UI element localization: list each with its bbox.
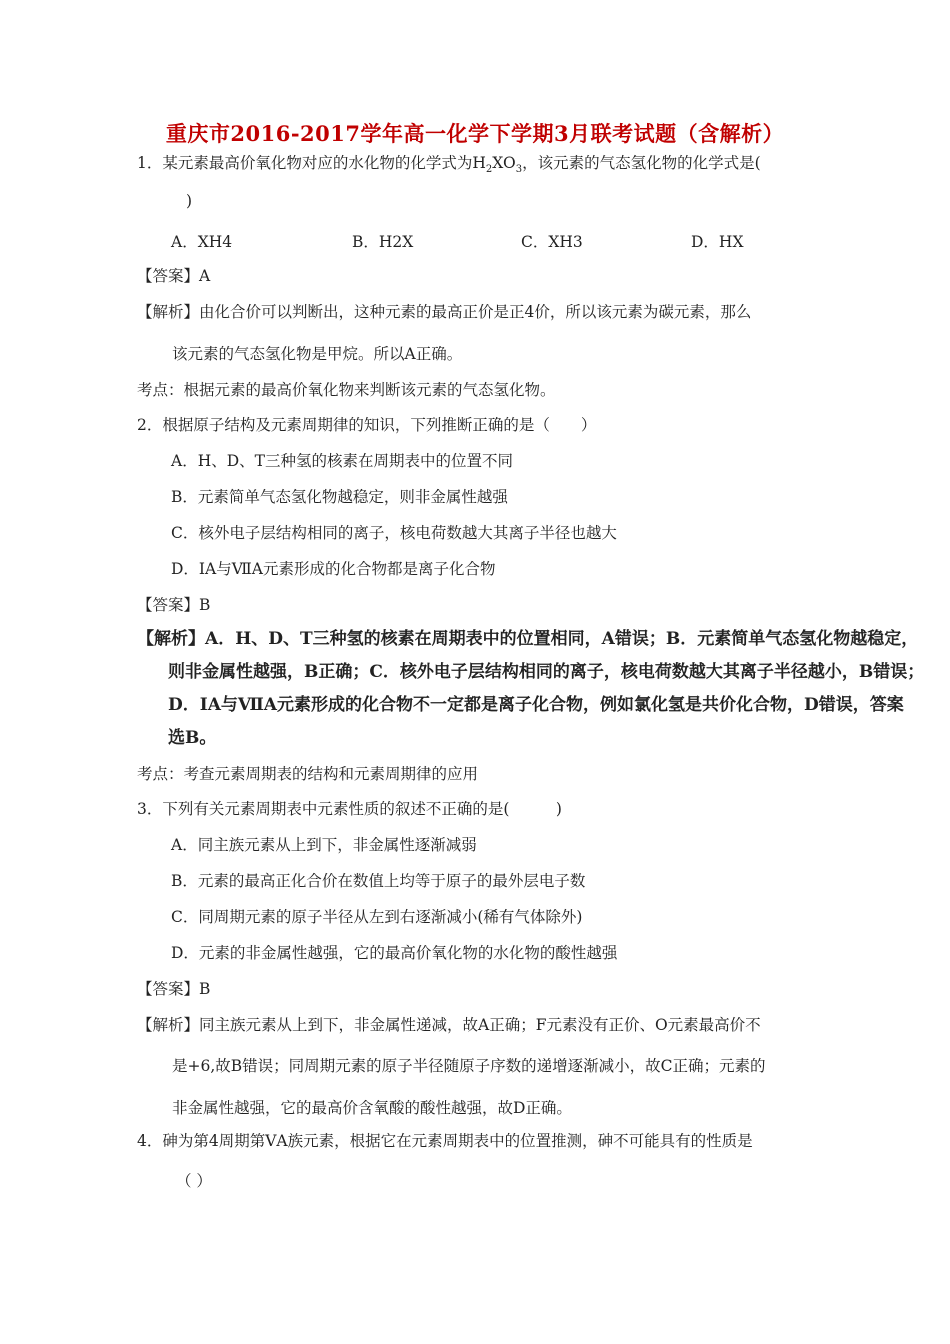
- q2-analysis-line: 则非金属性越强，B正确；C．核外电子层结构相同的离子，核电荷数越大其离子半径越小，B错误；: [168, 662, 925, 682]
- q1-stem-part: ，该元素的气态氢化物的化学式是(: [522, 154, 761, 172]
- q3-answer: 【答案】B: [137, 980, 211, 998]
- q1-stem-sub: 2: [485, 164, 493, 176]
- q2-point: 考点：考查元素周期表的结构和元素周期律的应用: [137, 765, 479, 783]
- q3-analysis-line: 非金属性越强，它的最高价含氧酸的酸性越强，故D正确。: [172, 1099, 572, 1117]
- q1-point: 考点：根据元素的最高价氧化物来判断该元素的气态氢化物。: [137, 381, 556, 399]
- q1-stem-sub: 3: [515, 164, 523, 176]
- q1-stem-part: 1．某元素最高价氧化物对应的水化物的化学式为H: [137, 154, 486, 172]
- q1-option-b: B．H2X: [352, 233, 414, 251]
- q1-paren: ): [186, 192, 193, 210]
- q3-option-b: B．元素的最高正化合价在数值上均等于原子的最外层电子数: [171, 872, 586, 890]
- q3-analysis-line: 是+6,故B错误；同周期元素的原子半径随原子序数的递增逐渐减小，故C正确；元素的: [172, 1057, 766, 1075]
- q3-option-d: D．元素的非金属性越强，它的最高价氧化物的水化物的酸性越强: [171, 944, 618, 962]
- q3-option-c: C．同周期元素的原子半径从左到右逐渐减小(稀有气体除外): [171, 908, 583, 926]
- q1-stem: [137, 152, 761, 181]
- q3-option-a: A．同主族元素从上到下，非金属性逐渐减弱: [171, 836, 477, 854]
- q4-stem: 4．砷为第4周期第ⅤA族元素，根据它在元素周期表中的位置推测，砷不可能具有的性质是: [137, 1132, 753, 1150]
- q3-analysis-line: 【解析】同主族元素从上到下，非金属性递减，故A正确；F元素没有正价、O元素最高价不: [137, 1016, 761, 1034]
- q1-option-d: D．HX: [691, 233, 744, 251]
- q2-option-b: B．元素简单气态氢化物越稳定，则非金属性越强: [171, 488, 508, 506]
- q2-option-a: A．H、D、T三种氢的核素在周期表中的位置不同: [171, 452, 513, 470]
- q2-analysis-line: D．ⅠA与ⅦA元素形成的化合物不一定都是离子化合物，例如氯化氢是共价化合物，D错误，答案: [168, 695, 904, 715]
- page-title: 重庆市2016-2017学年高一化学下学期3月联考试题（含解析）: [165, 121, 785, 146]
- q3-stem: 3．下列有关元素周期表中元素性质的叙述不正确的是( ): [137, 800, 562, 818]
- q1-analysis-line: 【解析】由化合价可以判断出，这种元素的最高正价是正4价，所以该元素为碳元素，那么: [137, 303, 752, 321]
- q1-answer: 【答案】A: [137, 267, 211, 285]
- q2-analysis-line: 选B。: [168, 728, 217, 748]
- q2-option-c: C．核外电子层结构相同的离子，核电荷数越大其离子半径也越大: [171, 524, 617, 542]
- q2-answer: 【答案】B: [137, 596, 211, 614]
- q1-analysis-line: 该元素的气态氢化物是甲烷。所以A正确。: [172, 345, 463, 363]
- q1-option-c: C．XH3: [521, 233, 583, 251]
- q2-option-d: D．ⅠA与ⅦA元素形成的化合物都是离子化合物: [171, 560, 496, 578]
- q2-stem: 2．根据原子结构及元素周期律的知识，下列推断正确的是（ ）: [137, 416, 597, 434]
- q1-option-a: A．XH4: [171, 233, 233, 251]
- q2-analysis-line: 【解析】A．H、D、T三种氢的核素在周期表中的位置相同，A错误；B．元素简单气态氢化物越稳定，: [137, 629, 919, 649]
- q1-stem-part: XO: [492, 154, 516, 172]
- q4-paren: （ ）: [176, 1172, 212, 1190]
